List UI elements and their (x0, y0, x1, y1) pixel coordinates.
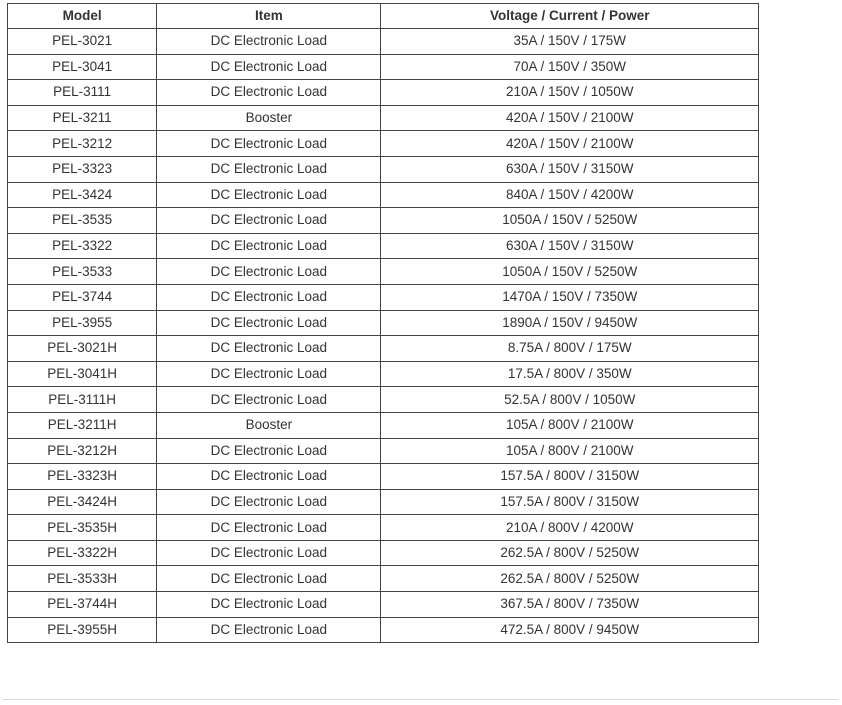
cell-item: DC Electronic Load (157, 361, 381, 387)
cell-voltage-current-power: 52.5A / 800V / 1050W (381, 387, 759, 413)
cell-model: PEL-3111H (8, 387, 157, 413)
cell-voltage-current-power: 630A / 150V / 3150W (381, 233, 759, 259)
cell-voltage-current-power: 1890A / 150V / 9450W (381, 310, 759, 336)
cell-model: PEL-3955H (8, 617, 157, 643)
cell-voltage-current-power: 70A / 150V / 350W (381, 54, 759, 80)
header-row (8, 4, 759, 29)
cell-voltage-current-power: 472.5A / 800V / 9450W (381, 617, 759, 643)
cell-voltage-current-power: 630A / 150V / 3150W (381, 156, 759, 182)
cell-voltage-current-power: 420A / 150V / 2100W (381, 131, 759, 157)
table-row (8, 617, 759, 643)
cell-model: PEL-3322H (8, 540, 157, 566)
cell-model: PEL-3424H (8, 489, 157, 515)
cell-item: Booster (157, 412, 381, 438)
cell-voltage-current-power: 105A / 800V / 2100W (381, 438, 759, 464)
cell-model: PEL-3955 (8, 310, 157, 336)
cell-model: PEL-3211 (8, 105, 157, 131)
cell-voltage-current-power: 1050A / 150V / 5250W (381, 259, 759, 285)
cell-model: PEL-3212 (8, 131, 157, 157)
cell-item: DC Electronic Load (157, 387, 381, 413)
cell-item: DC Electronic Load (157, 284, 381, 310)
cell-model: PEL-3041H (8, 361, 157, 387)
header-voltage-current-power: Voltage / Current / Power (381, 4, 759, 29)
cell-item: DC Electronic Load (157, 54, 381, 80)
table-row (8, 489, 759, 515)
table-row (8, 284, 759, 310)
cell-item: DC Electronic Load (157, 29, 381, 55)
header-model: Model (8, 4, 157, 29)
cell-item: DC Electronic Load (157, 259, 381, 285)
cell-item: DC Electronic Load (157, 515, 381, 541)
cell-item: DC Electronic Load (157, 336, 381, 362)
table-row (8, 259, 759, 285)
cell-model: PEL-3744H (8, 592, 157, 618)
cell-item: DC Electronic Load (157, 617, 381, 643)
cell-voltage-current-power: 210A / 150V / 1050W (381, 80, 759, 106)
cell-model: PEL-3111 (8, 80, 157, 106)
cell-item: DC Electronic Load (157, 182, 381, 208)
spec-table (7, 3, 759, 643)
cell-model: PEL-3744 (8, 284, 157, 310)
table-row (8, 131, 759, 157)
header-item: Item (157, 4, 381, 29)
table-row (8, 233, 759, 259)
table-body (8, 29, 759, 643)
cell-item: DC Electronic Load (157, 310, 381, 336)
cell-model: PEL-3021H (8, 336, 157, 362)
cell-item: DC Electronic Load (157, 464, 381, 490)
cell-item: DC Electronic Load (157, 131, 381, 157)
cell-voltage-current-power: 8.75A / 800V / 175W (381, 336, 759, 362)
table-row (8, 592, 759, 618)
cell-model: PEL-3323H (8, 464, 157, 490)
cell-model: PEL-3535 (8, 208, 157, 234)
cell-voltage-current-power: 210A / 800V / 4200W (381, 515, 759, 541)
cell-model: PEL-3211H (8, 412, 157, 438)
table-row (8, 310, 759, 336)
cell-model: PEL-3533H (8, 566, 157, 592)
cell-voltage-current-power: 157.5A / 800V / 3150W (381, 489, 759, 515)
table-row (8, 80, 759, 106)
cell-model: PEL-3535H (8, 515, 157, 541)
table-row (8, 515, 759, 541)
cell-voltage-current-power: 840A / 150V / 4200W (381, 182, 759, 208)
cell-item: Booster (157, 105, 381, 131)
cell-item: DC Electronic Load (157, 592, 381, 618)
cell-item: DC Electronic Load (157, 208, 381, 234)
cell-item: DC Electronic Load (157, 566, 381, 592)
cell-voltage-current-power: 262.5A / 800V / 5250W (381, 540, 759, 566)
cell-model: PEL-3424 (8, 182, 157, 208)
cell-item: DC Electronic Load (157, 540, 381, 566)
cell-model: PEL-3323 (8, 156, 157, 182)
table-row (8, 361, 759, 387)
cell-model: PEL-3041 (8, 54, 157, 80)
table-row (8, 54, 759, 80)
cell-model: PEL-3212H (8, 438, 157, 464)
table-row (8, 156, 759, 182)
cell-voltage-current-power: 420A / 150V / 2100W (381, 105, 759, 131)
cell-voltage-current-power: 157.5A / 800V / 3150W (381, 464, 759, 490)
table-row (8, 464, 759, 490)
cell-voltage-current-power: 367.5A / 800V / 7350W (381, 592, 759, 618)
cell-voltage-current-power: 17.5A / 800V / 350W (381, 361, 759, 387)
table-row (8, 540, 759, 566)
cell-model: PEL-3322 (8, 233, 157, 259)
table-header (8, 4, 759, 29)
cell-voltage-current-power: 1050A / 150V / 5250W (381, 208, 759, 234)
cell-voltage-current-power: 35A / 150V / 175W (381, 29, 759, 55)
table-row (8, 29, 759, 55)
bottom-divider (3, 699, 838, 700)
cell-model: PEL-3021 (8, 29, 157, 55)
cell-item: DC Electronic Load (157, 156, 381, 182)
table-row (8, 105, 759, 131)
table-row (8, 566, 759, 592)
cell-item: DC Electronic Load (157, 489, 381, 515)
cell-item: DC Electronic Load (157, 438, 381, 464)
table-row (8, 208, 759, 234)
table-row (8, 438, 759, 464)
cell-model: PEL-3533 (8, 259, 157, 285)
table-row (8, 387, 759, 413)
table-row (8, 182, 759, 208)
cell-item: DC Electronic Load (157, 233, 381, 259)
cell-voltage-current-power: 262.5A / 800V / 5250W (381, 566, 759, 592)
table-row (8, 412, 759, 438)
cell-item: DC Electronic Load (157, 80, 381, 106)
cell-voltage-current-power: 105A / 800V / 2100W (381, 412, 759, 438)
table-row (8, 336, 759, 362)
cell-voltage-current-power: 1470A / 150V / 7350W (381, 284, 759, 310)
